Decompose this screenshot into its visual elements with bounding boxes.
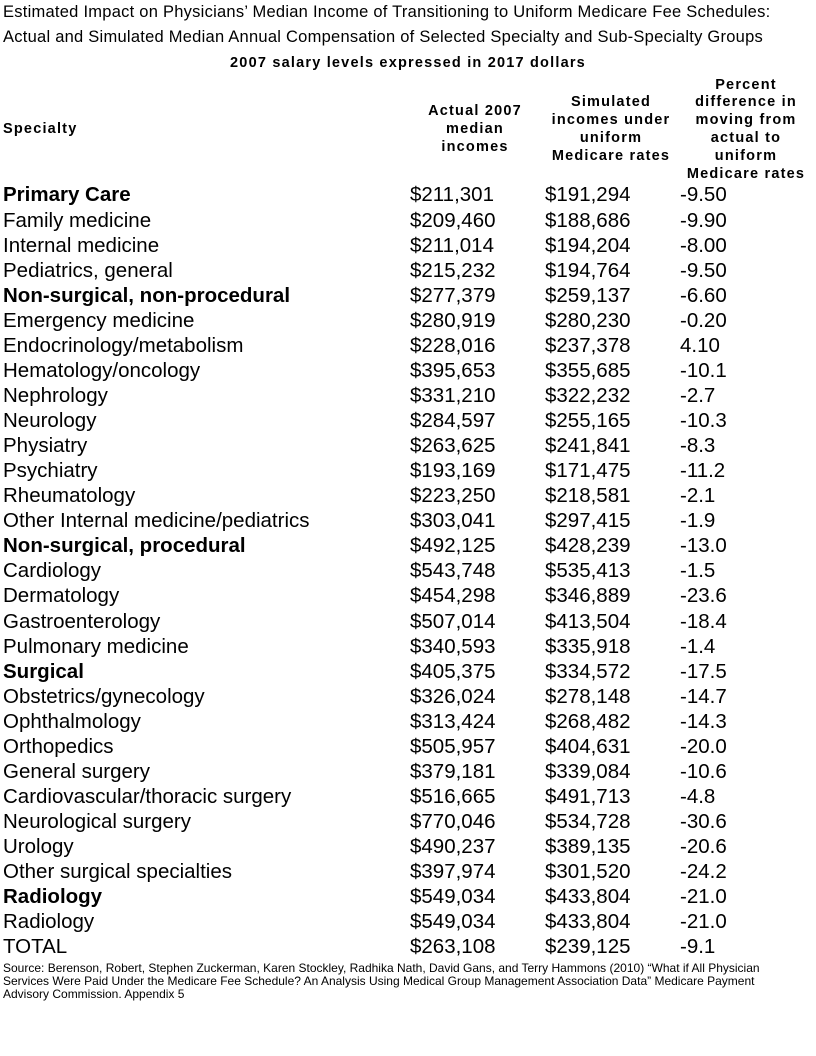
actual-income-cell: $223,250 bbox=[410, 484, 496, 508]
table-row bbox=[0, 383, 816, 408]
percent-difference-cell: -14.7 bbox=[680, 684, 727, 708]
table-row bbox=[0, 684, 816, 709]
percent-difference-cell: -14.3 bbox=[680, 709, 727, 733]
table-row bbox=[0, 408, 816, 433]
percent-difference-cell: -4.8 bbox=[680, 784, 716, 808]
simulated-income-cell: $346,889 bbox=[545, 584, 631, 608]
simulated-income-cell: $194,764 bbox=[545, 258, 631, 282]
table-row bbox=[0, 709, 816, 734]
specialty-cell: Primary Care bbox=[3, 183, 131, 207]
actual-income-cell: $490,237 bbox=[410, 835, 496, 859]
percent-difference-cell: -9.50 bbox=[680, 183, 727, 207]
percent-difference-cell: -9.1 bbox=[680, 935, 716, 959]
actual-income-cell: $326,024 bbox=[410, 684, 496, 708]
simulated-income-cell: $301,520 bbox=[545, 860, 631, 884]
column-header-simulated-income: Simulated incomes under uniform Medicare rates bbox=[551, 94, 671, 164]
percent-difference-cell: -24.2 bbox=[680, 860, 727, 884]
specialty-cell: Family medicine bbox=[3, 208, 152, 232]
column-header-specialty: Specialty bbox=[3, 121, 78, 138]
specialty-cell: General surgery bbox=[3, 759, 150, 783]
source-note: Source: Berenson, Robert, Stephen Zuckerman, Karen Stockley, Radhika Nath, David Gans, and Terry Hammons (2010) “What if All Physician Services Were Paid Under the Medicare Fee Schedule? An Analysis Using Medical Group Management Association Data” Medicare Payment Advisory Commission. Appendix 5 bbox=[3, 960, 760, 1001]
simulated-income-cell: $237,378 bbox=[545, 333, 631, 357]
column-header-actual-income: Actual 2007 median incomes bbox=[428, 103, 522, 155]
table-row bbox=[0, 909, 816, 934]
simulated-income-cell: $322,232 bbox=[545, 383, 631, 407]
table-row bbox=[0, 433, 816, 458]
specialty-cell: Cardiovascular/thoracic surgery bbox=[3, 784, 292, 808]
specialty-cell: Nephrology bbox=[3, 383, 108, 407]
percent-difference-cell: -23.6 bbox=[680, 584, 727, 608]
group-row bbox=[0, 884, 816, 909]
table-row bbox=[0, 308, 816, 333]
simulated-income-cell: $339,084 bbox=[545, 759, 631, 783]
table-row bbox=[0, 609, 816, 634]
percent-difference-cell: -10.6 bbox=[680, 759, 727, 783]
actual-income-cell: $303,041 bbox=[410, 509, 496, 533]
total-row bbox=[0, 934, 816, 959]
table-row bbox=[0, 834, 816, 859]
actual-income-cell: $397,974 bbox=[410, 860, 496, 884]
actual-income-cell: $492,125 bbox=[410, 534, 496, 558]
simulated-income-cell: $404,631 bbox=[545, 734, 631, 758]
table-row bbox=[0, 233, 816, 258]
actual-income-cell: $263,108 bbox=[410, 935, 496, 959]
specialty-cell: Orthopedics bbox=[3, 734, 114, 758]
simulated-income-cell: $239,125 bbox=[545, 935, 631, 959]
actual-income-cell: $193,169 bbox=[410, 459, 496, 483]
simulated-income-cell: $278,148 bbox=[545, 684, 631, 708]
percent-difference-cell: -9.90 bbox=[680, 208, 727, 232]
simulated-income-cell: $268,482 bbox=[545, 709, 631, 733]
percent-difference-cell: -1.9 bbox=[680, 509, 716, 533]
actual-income-cell: $284,597 bbox=[410, 409, 496, 433]
actual-income-cell: $277,379 bbox=[410, 283, 496, 307]
specialty-cell: Pediatrics, general bbox=[3, 258, 173, 282]
specialty-cell: Urology bbox=[3, 835, 74, 859]
simulated-income-cell: $534,728 bbox=[545, 810, 631, 834]
simulated-income-cell: $389,135 bbox=[545, 835, 631, 859]
simulated-income-cell: $218,581 bbox=[545, 484, 631, 508]
simulated-income-cell: $491,713 bbox=[545, 784, 631, 808]
simulated-income-cell: $255,165 bbox=[545, 409, 631, 433]
percent-difference-cell: -0.20 bbox=[680, 308, 727, 332]
percent-difference-cell: -17.5 bbox=[680, 659, 727, 683]
percent-difference-cell: -20.6 bbox=[680, 835, 727, 859]
simulated-income-cell: $535,413 bbox=[545, 559, 631, 583]
actual-income-cell: $340,593 bbox=[410, 634, 496, 658]
actual-income-cell: $331,210 bbox=[410, 383, 496, 407]
percent-difference-cell: -21.0 bbox=[680, 910, 727, 934]
percent-difference-cell: -8.3 bbox=[680, 434, 716, 458]
specialty-cell: Non-surgical, procedural bbox=[3, 534, 246, 558]
actual-income-cell: $215,232 bbox=[410, 258, 496, 282]
table-row bbox=[0, 859, 816, 884]
percent-difference-cell: -21.0 bbox=[680, 885, 727, 909]
percent-difference-cell: -30.6 bbox=[680, 810, 727, 834]
specialty-cell: TOTAL bbox=[3, 935, 68, 959]
specialty-cell: Radiology bbox=[3, 885, 103, 909]
table-row bbox=[0, 458, 816, 483]
specialty-cell: Emergency medicine bbox=[3, 308, 195, 332]
actual-income-cell: $516,665 bbox=[410, 784, 496, 808]
actual-income-cell: $549,034 bbox=[410, 910, 496, 934]
table-row bbox=[0, 208, 816, 233]
column-header-percent-difference: Percent difference in moving from actual to uniform Medicare rates bbox=[686, 76, 806, 182]
table-row bbox=[0, 483, 816, 508]
actual-income-cell: $505,957 bbox=[410, 734, 496, 758]
percent-difference-cell: -10.3 bbox=[680, 409, 727, 433]
percent-difference-cell: -18.4 bbox=[680, 609, 727, 633]
percent-difference-cell: -1.4 bbox=[680, 634, 716, 658]
specialty-cell: Radiology bbox=[3, 910, 95, 934]
simulated-income-cell: $334,572 bbox=[545, 659, 631, 683]
specialty-cell: Endocrinology/metabolism bbox=[3, 333, 244, 357]
specialty-cell: Neurology bbox=[3, 409, 97, 433]
specialty-cell: Obstetrics/gynecology bbox=[3, 684, 205, 708]
document-subtitle: 2007 salary levels expressed in 2017 dollars bbox=[230, 54, 586, 71]
specialty-cell: Ophthalmology bbox=[3, 709, 141, 733]
table-row bbox=[0, 508, 816, 533]
table-row bbox=[0, 634, 816, 659]
actual-income-cell: $454,298 bbox=[410, 584, 496, 608]
actual-income-cell: $263,625 bbox=[410, 434, 496, 458]
group-row bbox=[0, 283, 816, 308]
actual-income-cell: $549,034 bbox=[410, 885, 496, 909]
actual-income-cell: $543,748 bbox=[410, 559, 496, 583]
simulated-income-cell: $335,918 bbox=[545, 634, 631, 658]
table-row bbox=[0, 558, 816, 583]
specialty-cell: Gastroenterology bbox=[3, 609, 161, 633]
simulated-income-cell: $191,294 bbox=[545, 183, 631, 207]
document-title-line-2: Actual and Simulated Median Annual Compensation of Selected Specialty and Sub-Specialty Groups bbox=[3, 28, 764, 46]
simulated-income-cell: $428,239 bbox=[545, 534, 631, 558]
percent-difference-cell: -20.0 bbox=[680, 734, 727, 758]
actual-income-cell: $280,919 bbox=[410, 308, 496, 332]
specialty-cell: Dermatology bbox=[3, 584, 120, 608]
actual-income-cell: $211,301 bbox=[410, 183, 494, 207]
actual-income-cell: $313,424 bbox=[410, 709, 496, 733]
specialty-cell: Psychiatry bbox=[3, 459, 98, 483]
table-row bbox=[0, 734, 816, 759]
simulated-income-cell: $188,686 bbox=[545, 208, 631, 232]
group-row bbox=[0, 659, 816, 684]
table-row bbox=[0, 333, 816, 358]
actual-income-cell: $507,014 bbox=[410, 609, 496, 633]
actual-income-cell: $228,016 bbox=[410, 333, 496, 357]
percent-difference-cell: -2.7 bbox=[680, 383, 716, 407]
actual-income-cell: $209,460 bbox=[410, 208, 496, 232]
percent-difference-cell: 4.10 bbox=[680, 333, 720, 357]
specialty-cell: Internal medicine bbox=[3, 233, 160, 257]
specialty-cell: Non-surgical, non-procedural bbox=[3, 283, 291, 307]
group-row bbox=[0, 182, 816, 207]
simulated-income-cell: $297,415 bbox=[545, 509, 631, 533]
percent-difference-cell: -13.0 bbox=[680, 534, 727, 558]
simulated-income-cell: $259,137 bbox=[545, 283, 631, 307]
actual-income-cell: $395,653 bbox=[410, 358, 496, 382]
simulated-income-cell: $194,204 bbox=[545, 233, 631, 257]
specialty-cell: Rheumatology bbox=[3, 484, 136, 508]
table-row bbox=[0, 784, 816, 809]
specialty-cell: Neurological surgery bbox=[3, 810, 192, 834]
percent-difference-cell: -1.5 bbox=[680, 559, 716, 583]
specialty-cell: Cardiology bbox=[3, 559, 101, 583]
percent-difference-cell: -2.1 bbox=[680, 484, 716, 508]
percent-difference-cell: -6.60 bbox=[680, 283, 727, 307]
table-row bbox=[0, 358, 816, 383]
table-row bbox=[0, 759, 816, 784]
simulated-income-cell: $433,804 bbox=[545, 910, 631, 934]
percent-difference-cell: -11.2 bbox=[680, 459, 726, 483]
specialty-cell: Other Internal medicine/pediatrics bbox=[3, 509, 310, 533]
specialty-cell: Surgical bbox=[3, 659, 84, 683]
simulated-income-cell: $280,230 bbox=[545, 308, 631, 332]
simulated-income-cell: $433,804 bbox=[545, 885, 631, 909]
actual-income-cell: $379,181 bbox=[410, 759, 496, 783]
percent-difference-cell: -8.00 bbox=[680, 233, 727, 257]
percent-difference-cell: -10.1 bbox=[680, 358, 727, 382]
actual-income-cell: $211,014 bbox=[410, 233, 494, 257]
group-row bbox=[0, 533, 816, 558]
percent-difference-cell: -9.50 bbox=[680, 258, 727, 282]
table-body bbox=[0, 182, 816, 959]
document-title-line-1: Estimated Impact on Physicians’ Median Income of Transitioning to Uniform Medicare Fee Schedules: bbox=[3, 3, 771, 21]
table-row bbox=[0, 809, 816, 834]
actual-income-cell: $770,046 bbox=[410, 810, 496, 834]
specialty-cell: Other surgical specialties bbox=[3, 860, 233, 884]
specialty-cell: Hematology/oncology bbox=[3, 358, 201, 382]
simulated-income-cell: $413,504 bbox=[545, 609, 631, 633]
simulated-income-cell: $241,841 bbox=[545, 434, 631, 458]
simulated-income-cell: $171,475 bbox=[545, 459, 631, 483]
specialty-cell: Pulmonary medicine bbox=[3, 634, 189, 658]
specialty-cell: Physiatry bbox=[3, 434, 88, 458]
table-row bbox=[0, 258, 816, 283]
actual-income-cell: $405,375 bbox=[410, 659, 496, 683]
table-row bbox=[0, 583, 816, 608]
simulated-income-cell: $355,685 bbox=[545, 358, 631, 382]
